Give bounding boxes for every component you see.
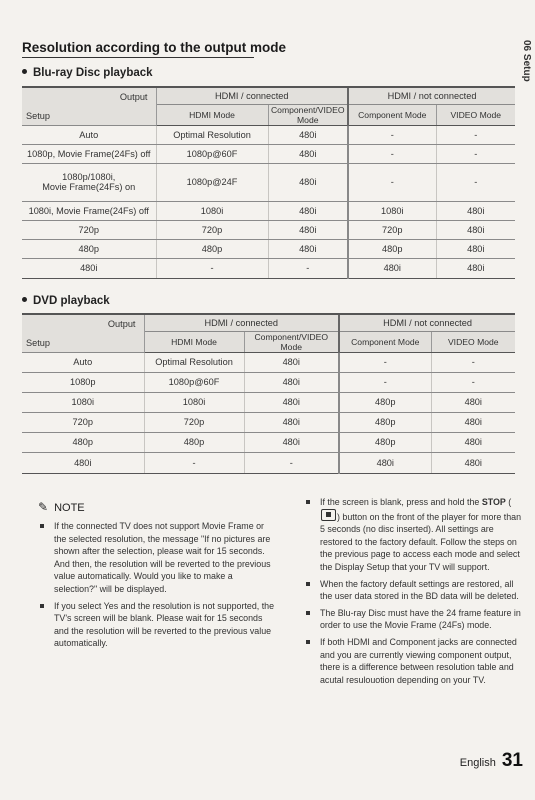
cell-component-video: 480i: [268, 220, 348, 239]
cell-hdmi: -: [144, 452, 244, 473]
col-component-mode: Component Mode: [339, 331, 431, 352]
cell-setup-line2: Movie Frame(24Fs) on: [42, 182, 136, 192]
cell-setup: 480p: [22, 239, 156, 258]
cell-video: -: [436, 125, 515, 144]
cell-component: 480p: [339, 412, 431, 432]
cell-component-video: 480i: [244, 432, 339, 452]
cell-hdmi: -: [156, 258, 268, 278]
cell-setup: Auto: [22, 352, 144, 372]
group-hdmi-connected: HDMI / connected: [144, 314, 339, 331]
header-setup-label: Setup: [26, 110, 51, 121]
cell-component-video: -: [244, 452, 339, 473]
table-row: [22, 163, 515, 201]
page-footer: [460, 750, 523, 772]
header-output-label: Output: [119, 92, 148, 102]
cell-hdmi: 1080i: [144, 392, 244, 412]
cell-component: 720p: [348, 220, 436, 239]
table-row: [22, 258, 515, 278]
cell-video: 480i: [436, 220, 515, 239]
dvd-heading: [22, 295, 110, 307]
table-row: [22, 392, 515, 412]
cell-setup: [22, 163, 156, 201]
col-component-mode: Component Mode: [348, 104, 436, 125]
cell-component: -: [348, 163, 436, 201]
table-row: [22, 432, 515, 452]
cell-setup: 1080p: [22, 372, 144, 392]
note-item: If the screen is blank, press and hold the STOP () button on the front of the player for more than 5 seconds (no disc inserted). All settings are restored to the factory default. Follow the steps on the previous page to access each mode and select the Display Setup that your TV will support.: [304, 496, 522, 574]
stop-button-icon: [321, 509, 336, 521]
cell-video: -: [431, 352, 515, 372]
cell-hdmi: 1080p@60F: [156, 144, 268, 163]
note-left-list: [38, 520, 278, 650]
col-component-video-mode: Component/VIDEO Mode: [244, 331, 339, 352]
cell-component-video: 480i: [244, 392, 339, 412]
cell-video: -: [436, 144, 515, 163]
cell-hdmi: 1080i: [156, 201, 268, 220]
cell-component-video: -: [268, 258, 348, 278]
cell-setup: 480i: [22, 258, 156, 278]
cell-video: -: [436, 163, 515, 201]
note-item: [304, 607, 522, 632]
table-row: [22, 239, 515, 258]
footer-language: English: [459, 757, 496, 769]
col-video-mode: VIDEO Mode: [431, 331, 515, 352]
table-row: [22, 125, 515, 144]
cell-component: 480i: [348, 258, 436, 278]
cell-component: 480p: [339, 432, 431, 452]
note-item-text: The Blu-ray Disc must have the 24 frame feature in order to use the Movie Frame (24Fs) mode.: [320, 607, 521, 631]
note-item: [38, 600, 278, 650]
cell-video: 480i: [431, 432, 515, 452]
cell-setup-line1: 1080p/1080i,: [62, 172, 116, 182]
cell-video: 480i: [431, 392, 515, 412]
cell-hdmi: 480p: [144, 432, 244, 452]
page-title: Resolution according to the output mode: [22, 40, 254, 58]
note-heading-text: NOTE: [54, 502, 85, 514]
note-item-text-pre: If the screen is blank, press and hold the: [320, 497, 482, 507]
col-hdmi-mode: HDMI Mode: [144, 331, 244, 352]
cell-setup: 720p: [22, 220, 156, 239]
cell-setup: 720p: [22, 412, 144, 432]
chapter-side-tab: [519, 40, 535, 115]
cell-video: -: [431, 372, 515, 392]
cell-component-video: 480i: [268, 144, 348, 163]
group-hdmi-connected: HDMI / connected: [156, 87, 348, 104]
cell-component: -: [339, 352, 431, 372]
cell-setup: 1080p, Movie Frame(24Fs) off: [22, 144, 156, 163]
cell-hdmi: 480p: [156, 239, 268, 258]
cell-hdmi: 1080p@60F: [144, 372, 244, 392]
page-number: 31: [501, 750, 523, 771]
cell-setup: 480p: [22, 432, 144, 452]
cell-video: 480i: [431, 412, 515, 432]
table-row: [22, 201, 515, 220]
cell-hdmi: 1080p@24F: [156, 163, 268, 201]
cell-hdmi: 720p: [144, 412, 244, 432]
table-row: [22, 352, 515, 372]
table-row: [22, 412, 515, 432]
note-item-text: If you select Yes and the resolution is not supported, the TV's screen will be blank. Please wait for 15 seconds and the resolution will be reverted to the previous value automatically.: [54, 600, 275, 649]
cell-component: -: [348, 125, 436, 144]
bullet-dot-icon: [22, 297, 27, 302]
table-row: [22, 220, 515, 239]
cell-component: 480p: [339, 392, 431, 412]
cell-setup: 1080i: [22, 392, 144, 412]
bluray-resolution-table: [22, 86, 515, 279]
cell-video: 480i: [436, 239, 515, 258]
cell-component-video: 480i: [244, 372, 339, 392]
note-right-list: [304, 496, 522, 686]
cell-video: 480i: [436, 201, 515, 220]
note-right-column: [304, 496, 522, 690]
bluray-heading: [22, 67, 153, 79]
cell-component-video: 480i: [244, 352, 339, 372]
note-item-text: If the connected TV does not support Movie Frame or the selected resolution, the message "If no pictures are shown after the selection, please wait for 15 seconds. And then, the resolution will be reverted to the previous value automatically. Would you like to make a selection?" will be displayed.: [54, 521, 271, 594]
col-hdmi-mode: HDMI Mode: [156, 104, 268, 125]
note-section: [38, 500, 278, 654]
note-item-text: If both HDMI and Component jacks are connected and you are currently viewing component output, there is a difference between resolution table and acutal resulouotion depending on your TV.: [320, 636, 517, 685]
note-item: [304, 578, 522, 603]
cell-video: 480i: [431, 452, 515, 473]
bullet-dot-icon: [22, 69, 27, 74]
pencil-note-icon: ✎: [38, 500, 49, 514]
cell-component-video: 480i: [268, 201, 348, 220]
table-row: [22, 144, 515, 163]
cell-setup: Auto: [22, 125, 156, 144]
note-item: [38, 520, 278, 596]
cell-component-video: 480i: [268, 125, 348, 144]
col-component-video-mode: Component/VIDEO Mode: [268, 104, 348, 125]
chapter-side-tab-label: 06 Setup: [521, 40, 532, 82]
cell-setup: 1080i, Movie Frame(24Fs) off: [22, 201, 156, 220]
header-output-label: Output: [107, 319, 136, 329]
cell-component-video: 480i: [268, 163, 348, 201]
dvd-resolution-table: [22, 313, 515, 474]
cell-component: 1080i: [348, 201, 436, 220]
cell-hdmi: Optimal Resolution: [144, 352, 244, 372]
cell-video: 480i: [436, 258, 515, 278]
cell-component: 480p: [348, 239, 436, 258]
note-item-text-post: button on the front of the player for more than 5 seconds (no disc inserted). All settings are restored to the factory default. Follow the steps on the previous page to access each mode and select the Display Setup that your TV will support.: [320, 511, 522, 572]
cell-component: -: [348, 144, 436, 163]
note-heading: [38, 500, 278, 514]
cell-component: 480i: [339, 452, 431, 473]
col-video-mode: VIDEO Mode: [436, 104, 515, 125]
table-diagonal-header: [22, 314, 144, 352]
table-row: [22, 452, 515, 473]
bluray-heading-text: Blu-ray Disc playback: [33, 67, 153, 79]
group-hdmi-not-connected: HDMI / not connected: [348, 87, 515, 104]
cell-component-video: 480i: [268, 239, 348, 258]
table-diagonal-header: [22, 87, 156, 125]
stop-button-label: STOP: [481, 497, 506, 507]
table-row: [22, 372, 515, 392]
group-hdmi-not-connected: HDMI / not connected: [339, 314, 515, 331]
cell-component-video: 480i: [244, 412, 339, 432]
dvd-heading-text: DVD playback: [33, 295, 110, 307]
cell-component: -: [339, 372, 431, 392]
header-setup-label: Setup: [26, 337, 51, 348]
cell-setup: 480i: [22, 452, 144, 473]
cell-hdmi: 720p: [156, 220, 268, 239]
note-item: [304, 636, 522, 686]
note-item-text: When the factory default settings are restored, all the user data stored in the BD data will be deleted.: [320, 578, 519, 602]
cell-hdmi: Optimal Resolution: [156, 125, 268, 144]
